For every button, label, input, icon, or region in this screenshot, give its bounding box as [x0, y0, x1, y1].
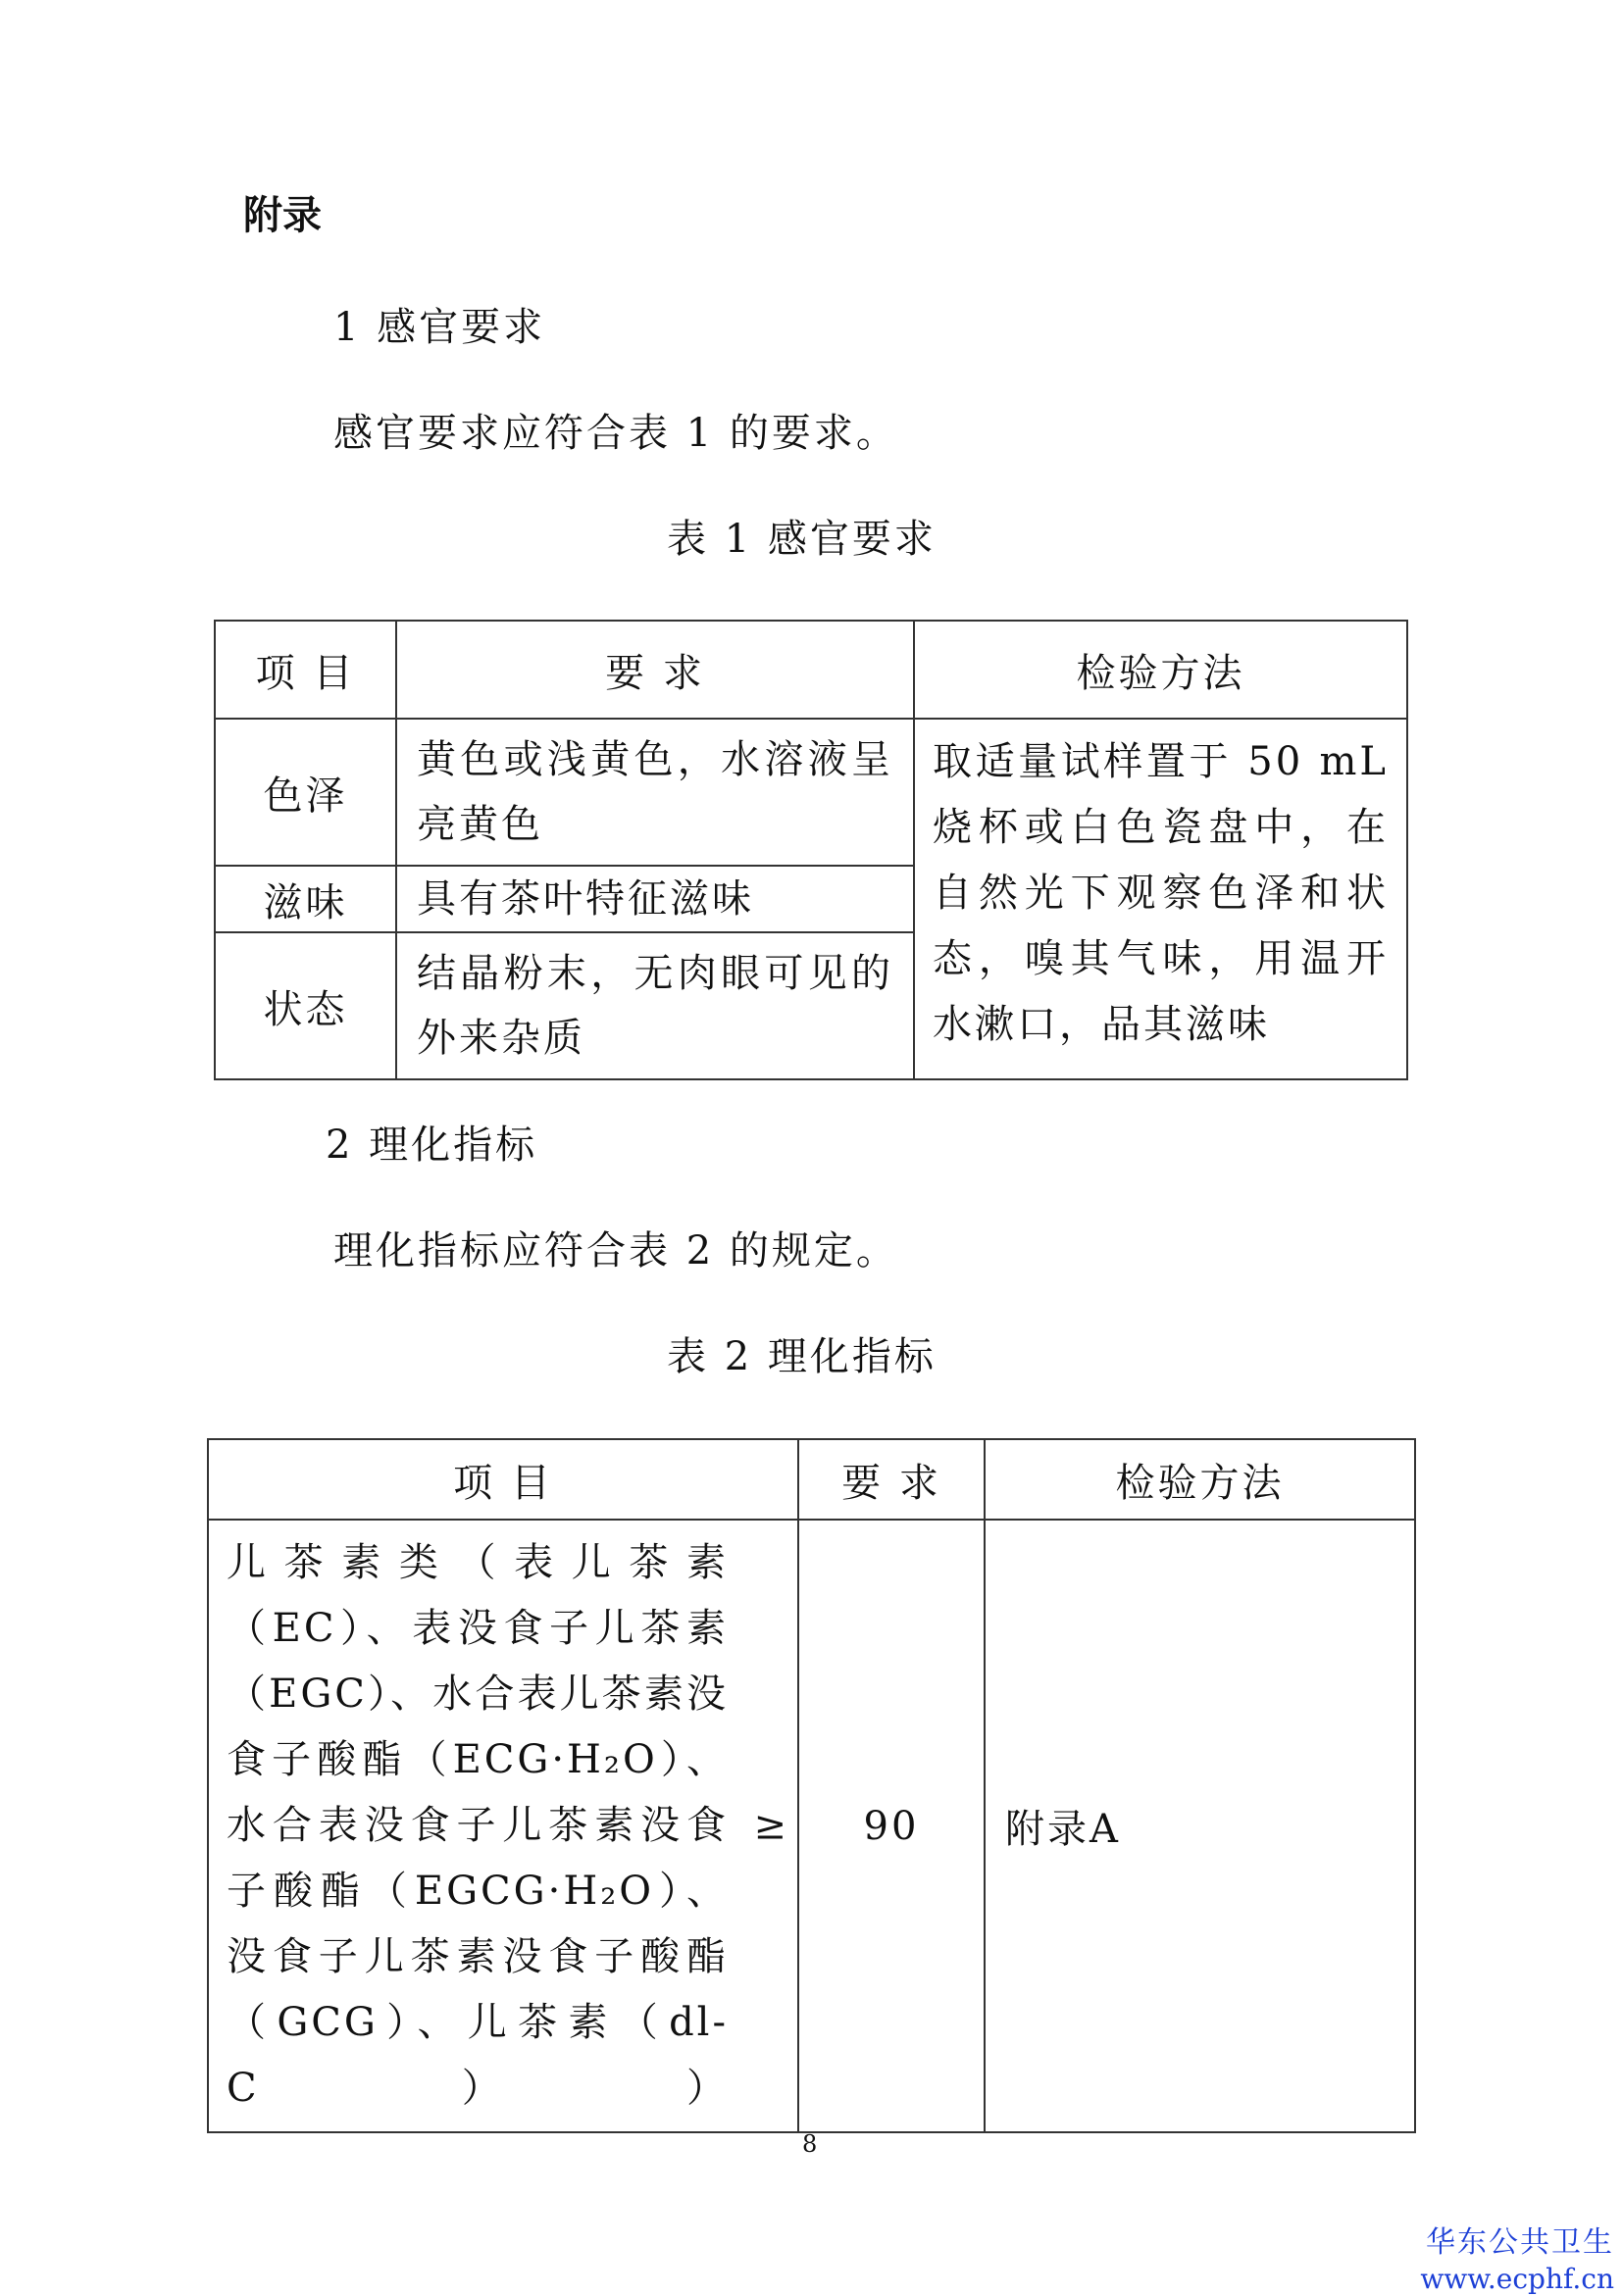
watermark-url: www.ecphf.cn	[1420, 2263, 1614, 2295]
table-row	[208, 1520, 1415, 2132]
row-item-catechins	[208, 1520, 798, 2132]
row-requirement-color: 黄色或浅黄色，水溶液呈亮黄色	[396, 719, 914, 866]
table-header-row	[215, 621, 1407, 719]
catechins-text: 儿茶素类（表儿茶素（EC）、表没食子儿茶素（EGC）、水合表儿茶素没食子酸酯（ECG·H₂O）、水合表没食子儿茶素没食子酸酯（EGCG·H₂O）、没食子儿茶素没食子酸酯（GCG）、儿茶素（dl-C））	[227, 1540, 729, 2111]
catechins-description	[209, 1521, 797, 2131]
section-2-title: 2 理化指标	[326, 1123, 538, 1168]
header-item: 项 目	[215, 621, 396, 719]
table-1-caption: 表 1 感官要求	[667, 517, 937, 562]
row-item-color: 色泽	[215, 719, 396, 866]
page-number: 8	[802, 2130, 818, 2158]
row-method: 附录A	[985, 1520, 1415, 2132]
table-header-row	[208, 1439, 1415, 1520]
appendix-heading: 附录	[243, 193, 322, 238]
header-item: 项 目	[208, 1439, 798, 1520]
section-1-intro: 感官要求应符合表 1 的要求。	[333, 411, 898, 456]
physicochemical-table	[207, 1438, 1416, 2133]
header-method: 检验方法	[985, 1439, 1415, 1520]
watermark	[1420, 2223, 1614, 2296]
row-requirement-state: 结晶粉末，无肉眼可见的外来杂质	[396, 932, 914, 1079]
greater-equal-symbol: ≥	[753, 1803, 789, 1848]
method-cell: 取适量试样置于 50 mL 烧杯或白色瓷盘中，在自然光下观察色泽和状态，嗅其气味，用温开水漱口，品其滋味	[914, 719, 1407, 1079]
row-item-state: 状态	[215, 932, 396, 1079]
header-requirement: 要 求	[798, 1439, 985, 1520]
row-item-taste: 滋味	[215, 866, 396, 932]
table-2-caption: 表 2 理化指标	[667, 1334, 937, 1379]
header-method: 检验方法	[914, 621, 1407, 719]
row-requirement-value: 90	[798, 1520, 985, 2132]
sensory-requirements-table	[214, 620, 1408, 1080]
table-row	[215, 719, 1407, 866]
watermark-name: 华东公共卫生	[1426, 2225, 1614, 2260]
row-requirement-taste: 具有茶叶特征滋味	[396, 866, 914, 932]
section-1-title: 1 感官要求	[333, 305, 546, 350]
section-2-intro: 理化指标应符合表 2 的规定。	[333, 1228, 898, 1273]
header-requirement: 要 求	[396, 621, 914, 719]
